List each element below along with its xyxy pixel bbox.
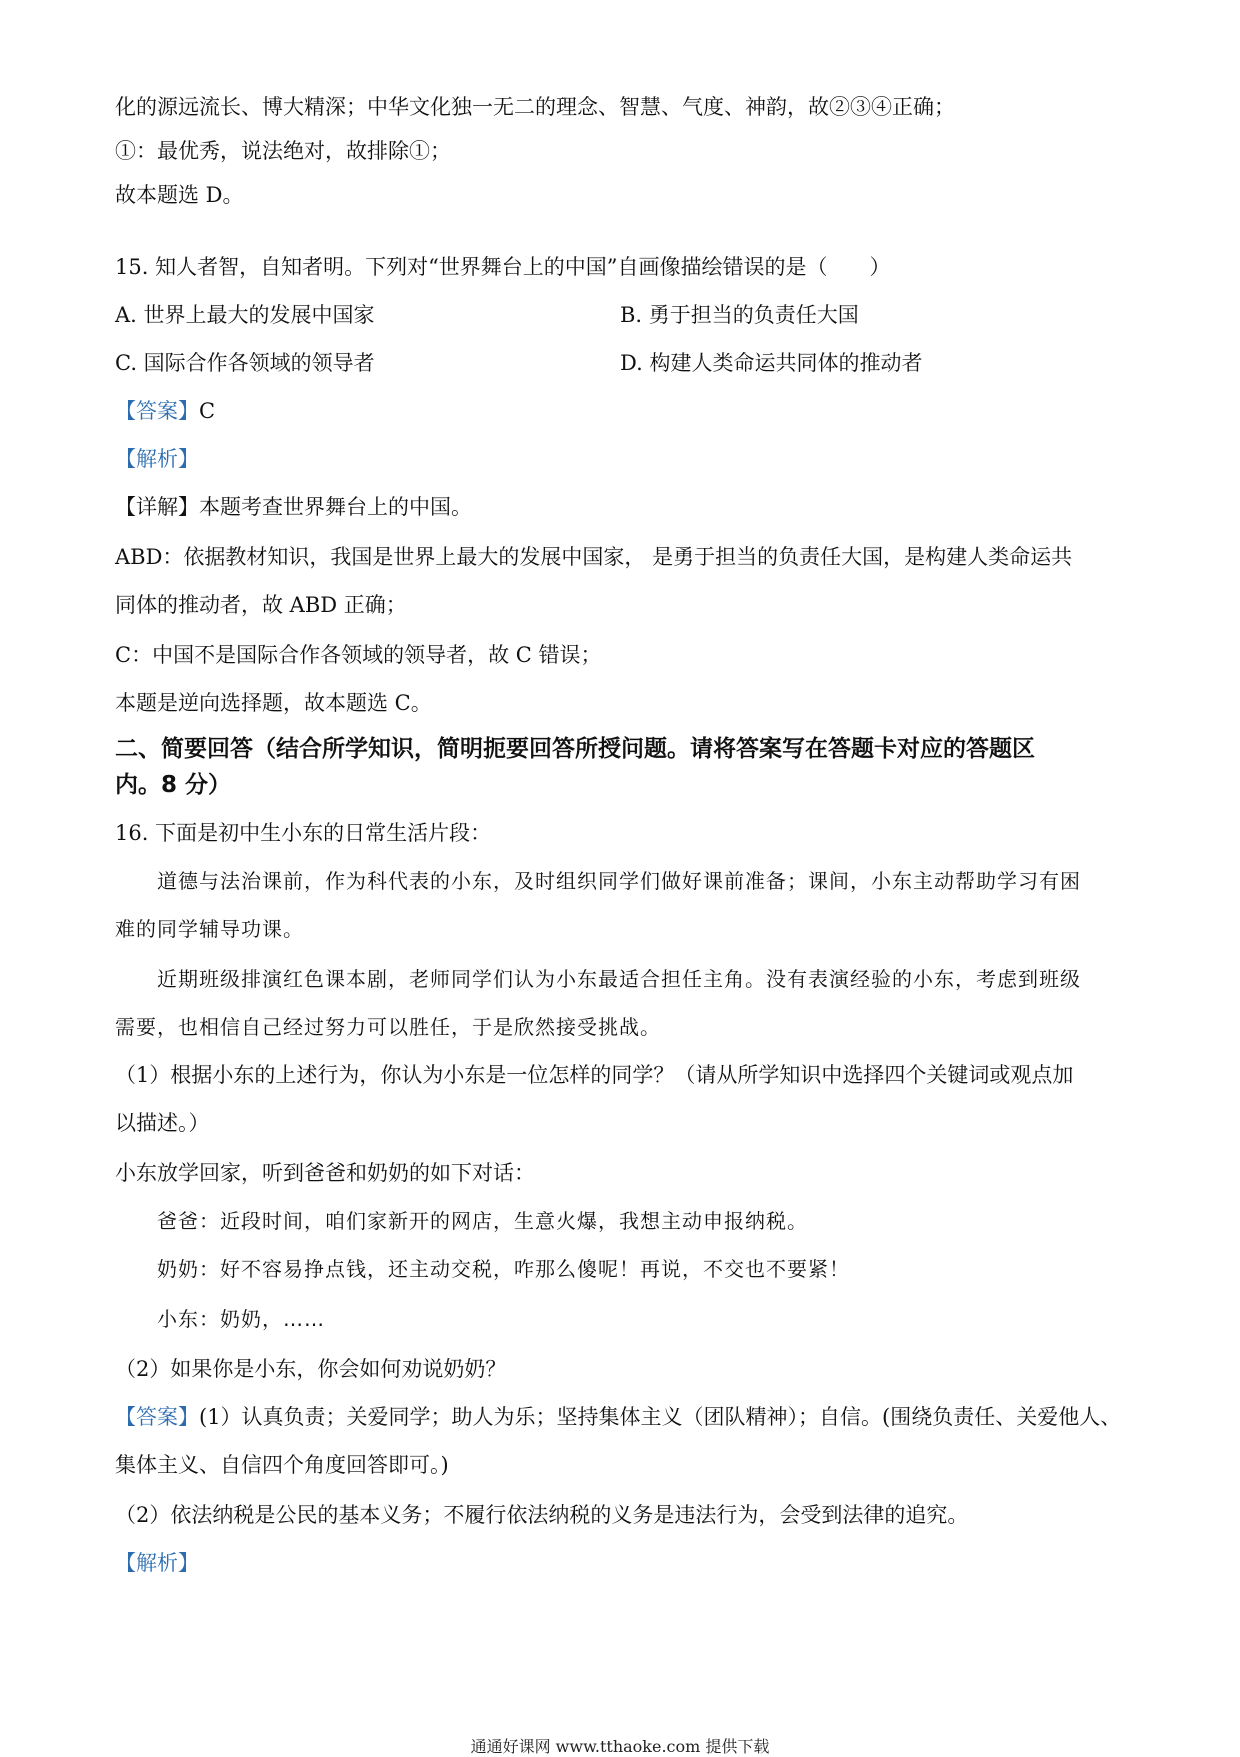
sub-question-1: （1）根据小东的上述行为，你认为小东是一位怎样的同学？（请从所学知识中选择四个关键词或观点加: [115, 1063, 1074, 1087]
dialogue-line: 小东：奶奶，……: [157, 1307, 325, 1331]
passage-line: 近期班级排演红色课本剧，老师同学们认为小东最适合担任主角。没有表演经验的小东，考虑到班级: [157, 967, 1081, 991]
answer-16: [115, 1402, 1121, 1432]
dialogue-line: 奶奶：好不容易挣点钱，还主动交税，咋那么傻呢！再说，不交也不要紧！: [157, 1257, 850, 1281]
text-line: ①：最优秀，说法绝对，故排除①；: [115, 139, 451, 163]
analysis-tag: 【解析】: [115, 1551, 199, 1575]
option-a: A. 世界上最大的发展中国家: [115, 303, 375, 327]
text-line: 小东放学回家，听到爸爸和奶奶的如下对话：: [115, 1161, 535, 1185]
text-line: 化的源远流长、博大精深；中华文化独一无二的理念、智慧、气度、神韵，故②③④正确；: [115, 95, 955, 119]
answer-15: [115, 396, 215, 426]
section-2-heading: 二、简要回答（结合所学知识，简明扼要回答所授问题。请将答案写在答题卡对应的答题区: [115, 736, 1035, 762]
passage-line: 道德与法治课前，作为科代表的小东，及时组织同学们做好课前准备；课间，小东主动帮助学习有困: [157, 869, 1081, 893]
text-line: 故本题选 D。: [115, 183, 244, 207]
text-line: ABD：依据教材知识，我国是世界上最大的发展中国家， 是勇于担当的负责任大国，是构建人类命运共: [115, 545, 1073, 569]
dialogue-line: 爸爸：近段时间，咱们家新开的网店，生意火爆，我想主动申报纳税。: [157, 1209, 808, 1233]
detail-15: 【详解】本题考查世界舞台上的中国。: [115, 495, 472, 519]
passage-line: 难的同学辅导功课。: [115, 917, 304, 941]
text-line: （2）依法纳税是公民的基本义务；不履行依法纳税的义务是违法行为，会受到法律的追究。: [115, 1503, 969, 1527]
section-2-heading-cont: 内。8 分）: [115, 772, 232, 798]
sub-question-2: （2）如果你是小东，你会如何劝说奶奶？: [115, 1357, 507, 1381]
option-b: B. 勇于担当的负责任大国: [620, 303, 859, 327]
analysis-tag: 【解析】: [115, 447, 199, 471]
answer-tag: 【答案】: [115, 399, 199, 423]
text-line: 本题是逆向选择题，故本题选 C。: [115, 691, 432, 715]
option-d: D. 构建人类命运共同体的推动者: [620, 351, 923, 375]
sub-question-1-cont: 以描述。）: [115, 1111, 210, 1135]
answer-text: (1）认真负责；关爱同学；助人为乐；坚持集体主义（团队精神）；自信。(围绕负责任、关爱他人、: [199, 1405, 1122, 1429]
text-line: 集体主义、自信四个角度回答即可。): [115, 1453, 449, 1477]
text-line: C：中国不是国际合作各领域的领导者，故 C 错误；: [115, 643, 602, 667]
passage-line: 需要，也相信自己经过努力可以胜任，于是欣然接受挑战。: [115, 1015, 661, 1039]
text-line: 同体的推动者，故 ABD 正确；: [115, 593, 407, 617]
page-footer: 通通好课网 www.tthaoke.com 提供下载: [470, 1737, 770, 1756]
answer-value: C: [199, 399, 216, 423]
question-16: 16. 下面是初中生小东的日常生活片段：: [115, 821, 492, 845]
question-15: 15. 知人者智，自知者明。下列对“世界舞台上的中国”自画像描绘错误的是（ ）: [115, 255, 891, 279]
option-c: C. 国际合作各领域的领导者: [115, 351, 375, 375]
answer-tag: 【答案】: [115, 1405, 199, 1429]
